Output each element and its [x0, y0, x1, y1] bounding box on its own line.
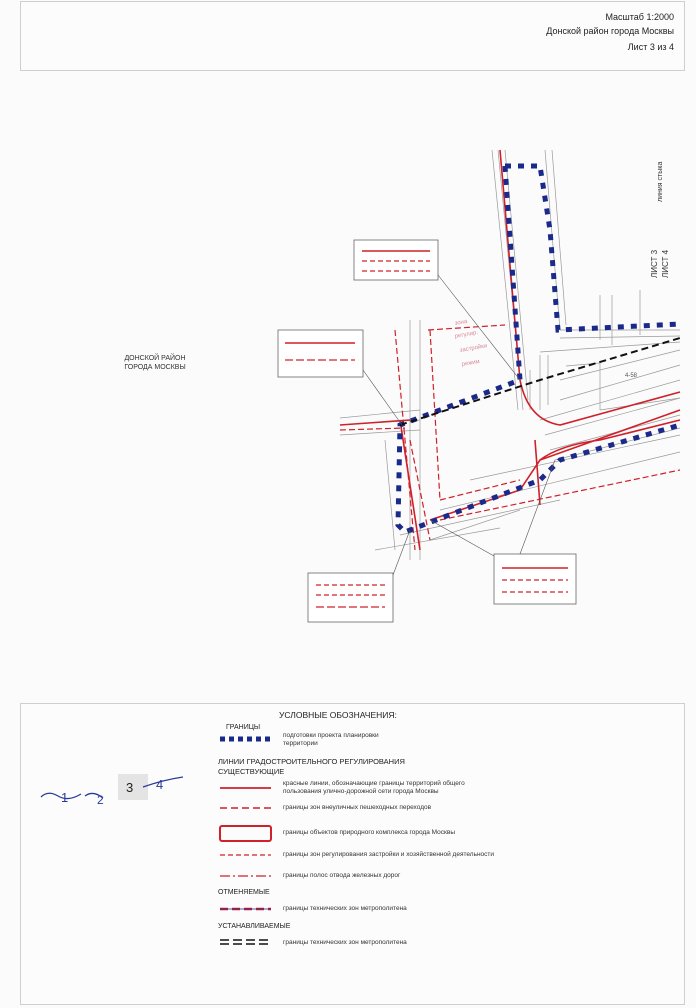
scale-label: Масштаб 1:2000	[605, 12, 674, 22]
metro-cancelled-text: границы технических зон метрополитена	[283, 905, 407, 912]
railway-symbol	[218, 872, 273, 880]
parcel-label: 4-58	[625, 373, 638, 379]
regulation-heading: ЛИНИИ ГРАДОСТРОИТЕЛЬНОГО РЕГУЛИРОВАНИЯ	[218, 757, 405, 766]
svg-text:регулир.: регулир.	[454, 329, 479, 340]
red-line-symbol	[218, 784, 273, 792]
pedestrian-text: границы зон внеуличных пешеходных переходов	[283, 804, 432, 811]
planning-text-2: территории	[283, 740, 318, 747]
base-topography	[340, 150, 680, 560]
legend-title: УСЛОВНЫЕ ОБОЗНАЧЕНИЯ:	[279, 710, 397, 720]
title-block	[20, 1, 685, 71]
cancelled-heading: ОТМЕНЯЕМЫЕ	[218, 889, 270, 896]
junction-line-label: линия стыка	[657, 161, 664, 202]
pedestrian-symbol	[218, 804, 273, 812]
established-heading: УСТАНАВЛИВАЕМЫЕ	[218, 923, 291, 930]
planning-text-1: подготовки проекта планировки	[283, 732, 379, 739]
legend-block	[20, 703, 685, 1005]
natural-complex-symbol	[218, 824, 273, 844]
red-lines-text-1: красные линии, обозначающие границы территорий общего	[283, 780, 465, 787]
svg-text:режим: режим	[461, 358, 481, 368]
signature-mark-2: 2	[97, 793, 104, 807]
existing-heading: СУЩЕСТВУЮЩИЕ	[218, 767, 285, 776]
callout-box-1	[354, 240, 520, 380]
building-reg-text: границы зон регулирования застройки и хозяйственной деятельности	[283, 851, 495, 858]
callout-box-2	[278, 330, 402, 425]
borders-heading: ГРАНИЦЫ	[226, 724, 261, 731]
building-reg-symbol	[218, 851, 273, 859]
red-lines-text-2: пользования улично-дорожной сети города Москвы	[283, 788, 439, 795]
district-title: Донской район города Москвы	[546, 26, 674, 36]
sheet3-label: ЛИСТ 3	[650, 249, 659, 278]
planning-boundary	[398, 166, 680, 532]
district-label-1: ДОНСКОЙ РАЙОН	[124, 355, 186, 362]
callout-box-4	[430, 460, 576, 604]
railway-text: границы полос отвода железных дорог	[283, 872, 401, 879]
district-label-2: ГОРОДА МОСКВЫ	[124, 364, 186, 371]
dashed-red-lines	[340, 325, 680, 550]
sheet-number: Лист 3 из 4	[627, 42, 674, 52]
signature-mark-1: 1	[61, 790, 69, 805]
natural-text: границы объектов природного комплекса города Москвы	[283, 829, 455, 836]
sheet4-label: ЛИСТ 4	[661, 249, 670, 278]
metro-established-symbol	[218, 938, 273, 946]
planning-boundary-symbol	[218, 734, 273, 744]
signature-marks	[33, 772, 183, 817]
svg-text:застройки: застройки	[459, 343, 488, 354]
metro-established-text: границы технических зон метрополитена	[283, 939, 407, 946]
svg-text:зона: зона	[454, 318, 468, 327]
metro-cancelled-symbol	[218, 904, 273, 914]
signature-mark-4: 4	[156, 777, 164, 792]
map-drawing	[0, 80, 696, 680]
signature-mark-3: 3	[126, 780, 134, 795]
